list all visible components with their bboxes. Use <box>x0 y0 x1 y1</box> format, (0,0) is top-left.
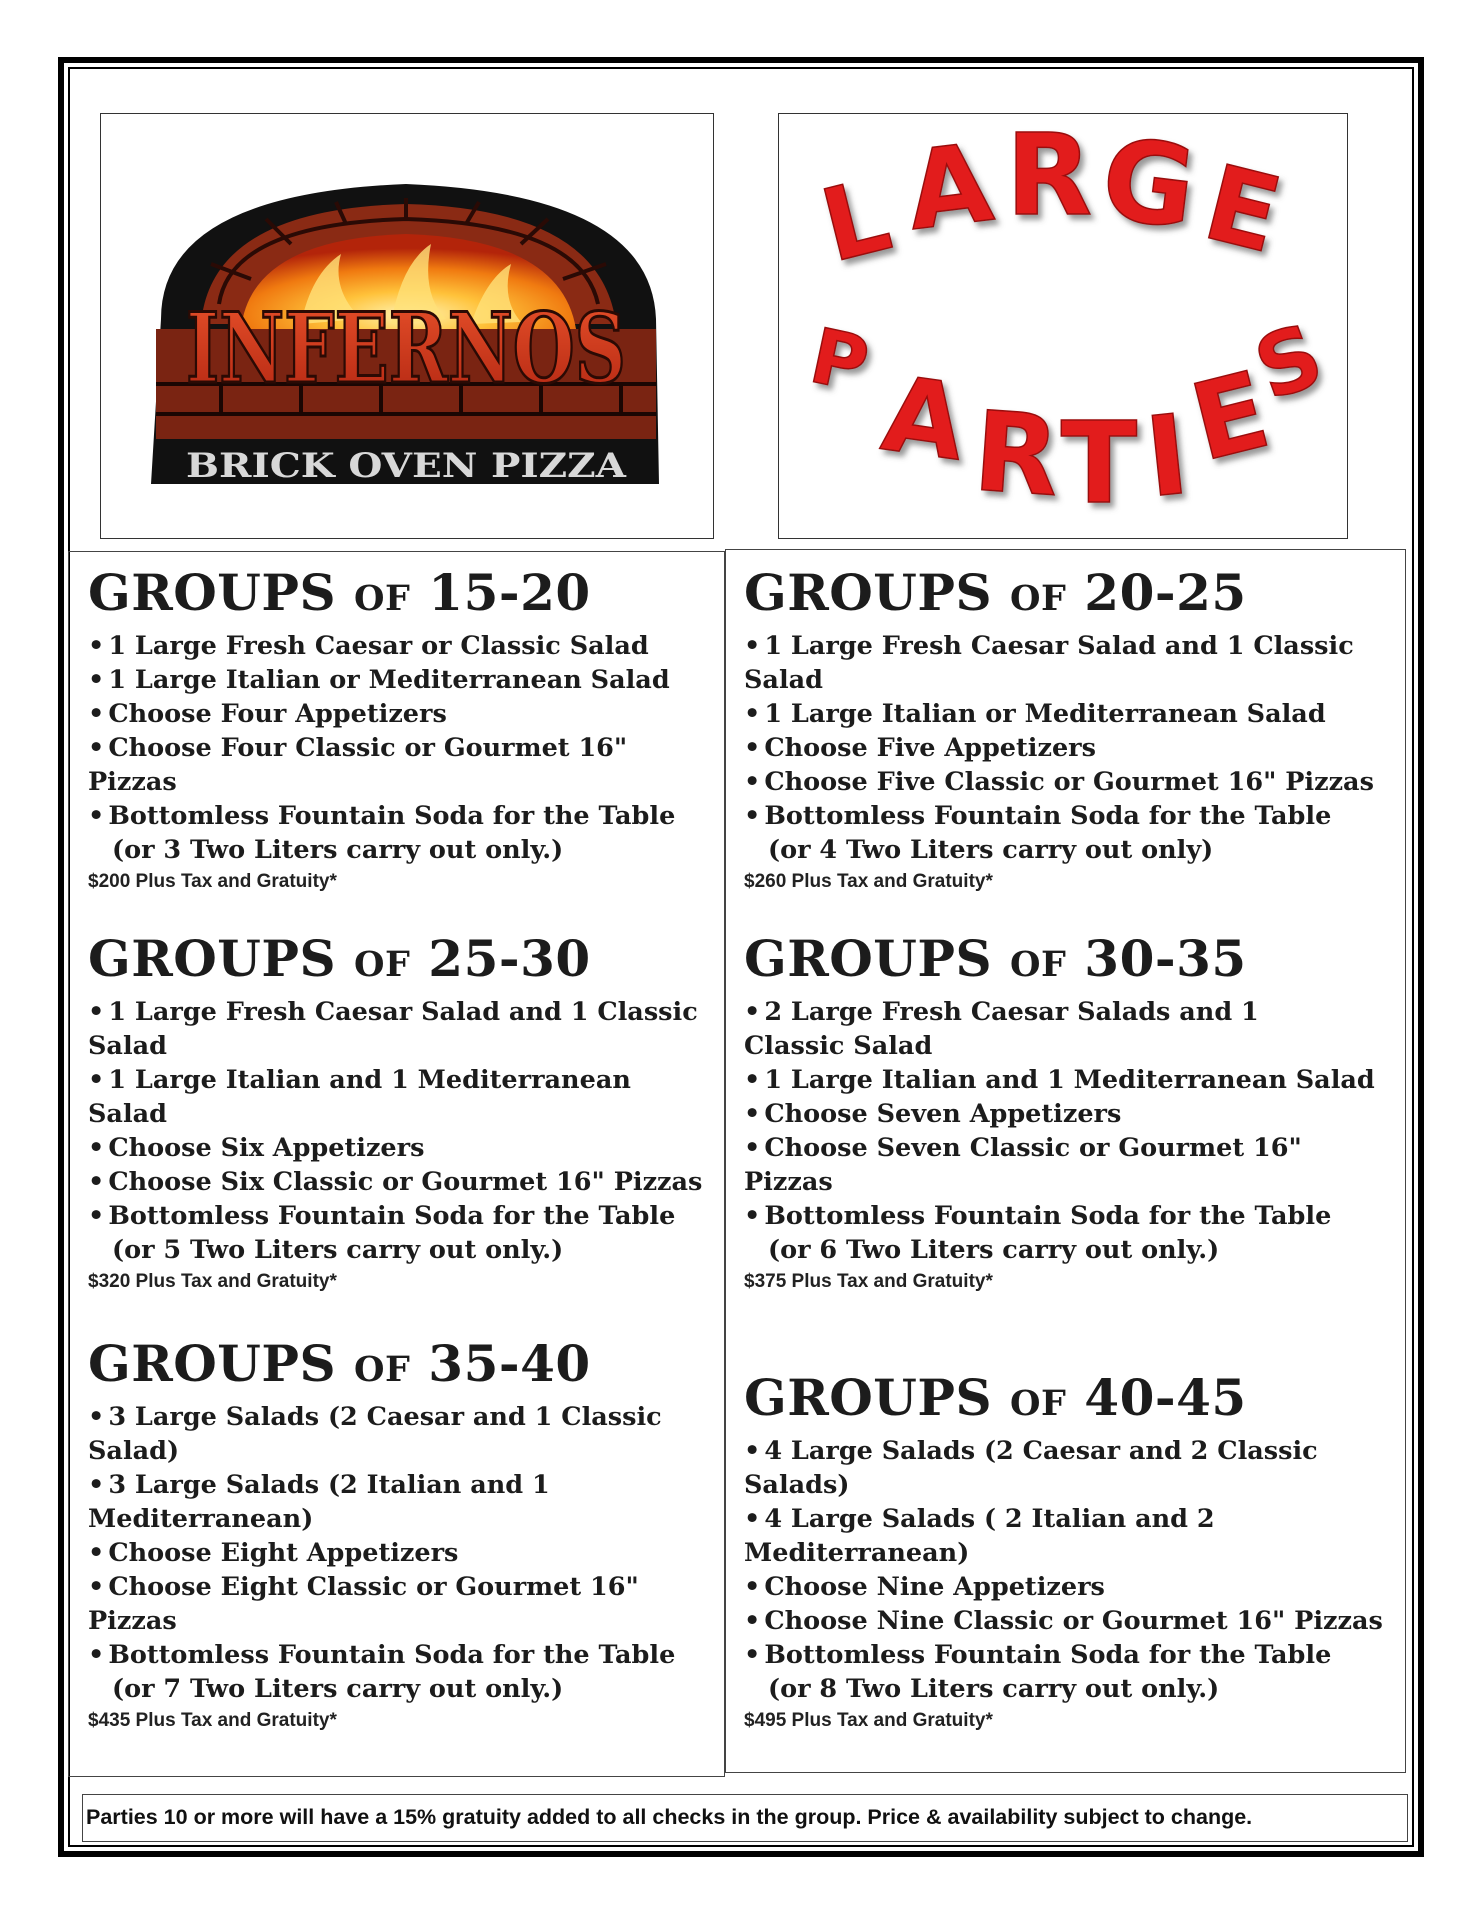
parties-letter: P <box>803 310 877 410</box>
group-items <box>744 629 1394 867</box>
group-title: GROUPS OF 30-35 <box>744 929 1247 988</box>
list-item-note: (or 5 Two Liters carry out only.) <box>112 1235 564 1265</box>
large-letter: G <box>1095 114 1203 255</box>
parties-letter: T <box>1060 399 1138 529</box>
list-item: • 1 Large Italian or Mediterranean Salad <box>744 699 1326 729</box>
group-price: $320 Plus Tax and Gratuity* <box>88 1271 337 1292</box>
list-item: • Choose Eight Classic or Gourmet 16" Pizzas <box>88 1572 639 1636</box>
list-item: • Choose Seven Appetizers <box>744 1099 1122 1129</box>
group-items <box>744 1434 1394 1706</box>
group-title: GROUPS OF 25-30 <box>88 929 591 988</box>
group-20-25 <box>744 563 1394 897</box>
group-25-30 <box>88 929 718 1297</box>
list-item: • 4 Large Salads ( 2 Italian and 2 Mediterranean) <box>744 1504 1215 1568</box>
parties-letter: I <box>1139 390 1195 522</box>
group-price: $495 Plus Tax and Gratuity* <box>744 1710 993 1731</box>
large-letter: L <box>810 156 901 285</box>
list-item: • 3 Large Salads (2 Caesar and 1 Classic Salad) <box>88 1402 662 1466</box>
list-item: • 1 Large Italian and 1 Mediterranean Salad <box>88 1065 631 1129</box>
logo-tagline: BRICK OVEN PIZZA <box>186 446 627 486</box>
list-item: • 1 Large Fresh Caesar Salad and 1 Classic Salad <box>744 631 1354 695</box>
list-item: • Bottomless Fountain Soda for the Table <box>744 801 1332 831</box>
large-parties-title-box <box>778 113 1348 539</box>
list-item-note: (or 8 Two Liters carry out only.) <box>768 1674 1220 1704</box>
list-item: • Choose Five Classic or Gourmet 16" Pizzas <box>744 767 1374 797</box>
group-title: GROUPS OF 35-40 <box>88 1334 591 1393</box>
group-title: GROUPS OF 20-25 <box>744 563 1247 622</box>
parties-letter: E <box>1180 348 1281 486</box>
group-price: $260 Plus Tax and Gratuity* <box>744 871 993 892</box>
group-price: $375 Plus Tax and Gratuity* <box>744 1271 993 1292</box>
footer-disclaimer: Parties 10 or more will have a 15% gratuity added to all checks in the group. Price & availability subject to change. <box>86 1805 1253 1829</box>
list-item: • Choose Six Classic or Gourmet 16" Pizzas <box>88 1167 703 1197</box>
group-35-40 <box>88 1334 718 1736</box>
parties-letter: A <box>875 352 973 485</box>
list-item: • 1 Large Italian and 1 Mediterranean Salad <box>744 1065 1375 1095</box>
group-15-20 <box>88 563 718 897</box>
list-item: • Bottomless Fountain Soda for the Table <box>744 1640 1332 1670</box>
list-item: • Bottomless Fountain Soda for the Table <box>88 1640 676 1670</box>
restaurant-logo-box <box>100 113 714 539</box>
list-item: • 1 Large Fresh Caesar Salad and 1 Classic Salad <box>88 997 698 1061</box>
group-items <box>88 629 718 867</box>
parties-letter: R <box>969 387 1064 521</box>
logo-name: INFERNOS <box>186 292 626 405</box>
list-item: • Choose Seven Classic or Gourmet 16" Pizzas <box>744 1133 1302 1197</box>
list-item: • 1 Large Italian or Mediterranean Salad <box>88 665 670 695</box>
group-price: $200 Plus Tax and Gratuity* <box>88 871 337 892</box>
list-item: • Bottomless Fountain Soda for the Table <box>744 1201 1332 1231</box>
large-letter: A <box>900 120 999 255</box>
list-item: • 3 Large Salads (2 Italian and 1 Mediterranean) <box>88 1470 550 1534</box>
list-item: • 2 Large Fresh Caesar Salads and 1 Classic Salad <box>744 997 1259 1061</box>
list-item-note: (or 3 Two Liters carry out only.) <box>112 835 564 865</box>
large-letter: R <box>1005 111 1093 241</box>
group-items <box>88 1400 718 1706</box>
list-item: • Choose Nine Classic or Gourmet 16" Pizzas <box>744 1606 1383 1636</box>
list-item: • 4 Large Salads (2 Caesar and 2 Classic Salads) <box>744 1436 1318 1500</box>
group-40-45 <box>744 1368 1394 1736</box>
list-item: • Choose Nine Appetizers <box>744 1572 1105 1602</box>
group-30-35 <box>744 929 1394 1297</box>
list-item: • 1 Large Fresh Caesar or Classic Salad <box>88 631 649 661</box>
large-letter: E <box>1193 141 1292 277</box>
group-title: GROUPS OF 15-20 <box>88 563 591 622</box>
list-item-note: (or 7 Two Liters carry out only.) <box>112 1674 564 1704</box>
list-item: • Choose Six Appetizers <box>88 1133 425 1163</box>
group-items <box>88 995 718 1267</box>
list-item: • Choose Five Appetizers <box>744 733 1096 763</box>
large-parties-title <box>779 111 1346 537</box>
list-item-note: (or 6 Two Liters carry out only.) <box>768 1235 1220 1265</box>
parties-letter: S <box>1242 305 1336 421</box>
infernos-logo <box>101 114 712 537</box>
list-item: • Choose Eight Appetizers <box>88 1538 459 1568</box>
list-item-note: (or 4 Two Liters carry out only) <box>768 835 1214 865</box>
group-price: $435 Plus Tax and Gratuity* <box>88 1710 337 1731</box>
list-item: • Bottomless Fountain Soda for the Table <box>88 801 676 831</box>
group-title: GROUPS OF 40-45 <box>744 1368 1247 1427</box>
group-items <box>744 995 1394 1267</box>
list-item: • Choose Four Classic or Gourmet 16" Pizzas <box>88 733 628 797</box>
list-item: • Choose Four Appetizers <box>88 699 447 729</box>
list-item: • Bottomless Fountain Soda for the Table <box>88 1201 676 1231</box>
